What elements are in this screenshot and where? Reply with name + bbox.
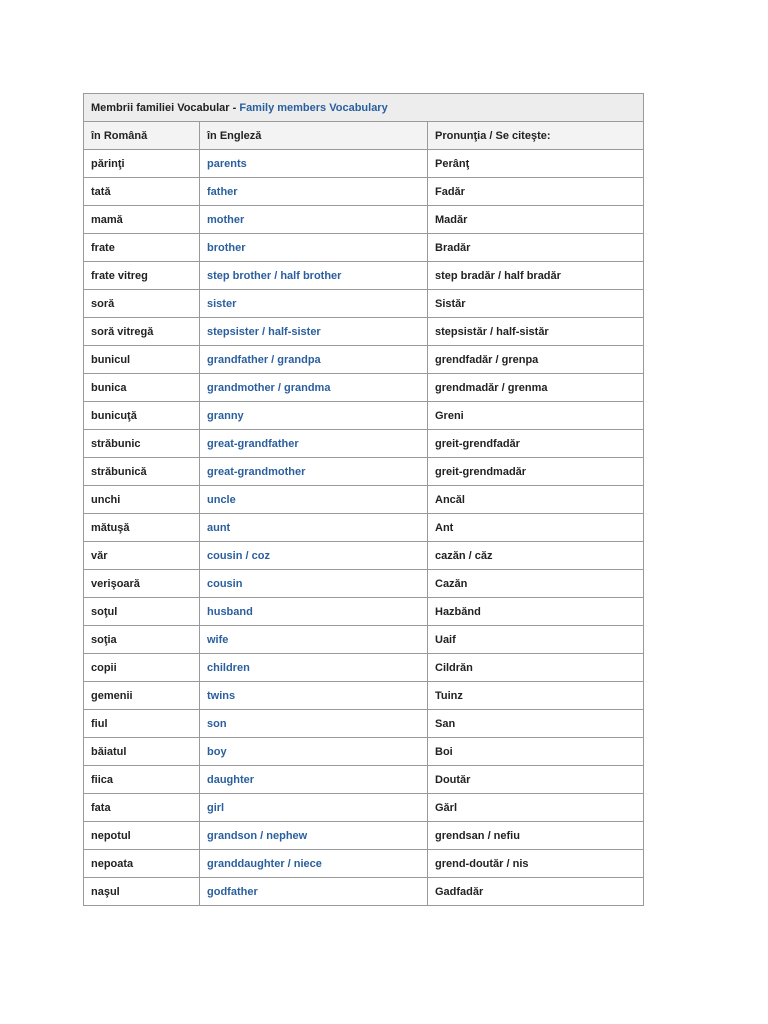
cell-english: girl — [200, 794, 428, 822]
cell-english: aunt — [200, 514, 428, 542]
cell-english: granddaughter / niece — [200, 850, 428, 878]
cell-romanian: văr — [84, 542, 200, 570]
table-title — [84, 94, 644, 122]
cell-romanian: fata — [84, 794, 200, 822]
table-row — [84, 262, 644, 290]
cell-english: son — [200, 710, 428, 738]
cell-romanian: străbunică — [84, 458, 200, 486]
cell-romanian: verişoară — [84, 570, 200, 598]
cell-english: cousin — [200, 570, 428, 598]
cell-romanian: unchi — [84, 486, 200, 514]
cell-romanian: nepoata — [84, 850, 200, 878]
cell-pronunciation: Madăr — [428, 206, 644, 234]
table-row — [84, 682, 644, 710]
cell-pronunciation: Doutăr — [428, 766, 644, 794]
cell-pronunciation: Ancăl — [428, 486, 644, 514]
cell-english: brother — [200, 234, 428, 262]
cell-romanian: străbunic — [84, 430, 200, 458]
cell-romanian: naşul — [84, 878, 200, 906]
cell-romanian: mamă — [84, 206, 200, 234]
table-row — [84, 822, 644, 850]
cell-pronunciation: San — [428, 710, 644, 738]
cell-english: godfather — [200, 878, 428, 906]
cell-english: father — [200, 178, 428, 206]
cell-pronunciation: greit-grendfadăr — [428, 430, 644, 458]
table-row — [84, 318, 644, 346]
table-row — [84, 794, 644, 822]
cell-english: husband — [200, 598, 428, 626]
cell-romanian: bunica — [84, 374, 200, 402]
table-row — [84, 850, 644, 878]
table-row — [84, 290, 644, 318]
cell-romanian: fiul — [84, 710, 200, 738]
cell-pronunciation: grend-doutăr / nis — [428, 850, 644, 878]
cell-romanian: soţia — [84, 626, 200, 654]
cell-pronunciation: Cildrăn — [428, 654, 644, 682]
cell-english: grandson / nephew — [200, 822, 428, 850]
table-row — [84, 178, 644, 206]
cell-romanian: tată — [84, 178, 200, 206]
vocabulary-table — [83, 93, 644, 906]
cell-romanian: băiatul — [84, 738, 200, 766]
cell-english: step brother / half brother — [200, 262, 428, 290]
cell-romanian: părinţi — [84, 150, 200, 178]
table-row — [84, 710, 644, 738]
cell-romanian: gemenii — [84, 682, 200, 710]
cell-pronunciation: Boi — [428, 738, 644, 766]
table-row — [84, 598, 644, 626]
table-header-row — [84, 122, 644, 150]
cell-romanian: soră — [84, 290, 200, 318]
cell-pronunciation: Ant — [428, 514, 644, 542]
header-english: în Engleză — [200, 122, 428, 150]
cell-pronunciation: Gărl — [428, 794, 644, 822]
cell-pronunciation: Fadăr — [428, 178, 644, 206]
table-row — [84, 738, 644, 766]
cell-pronunciation: Bradăr — [428, 234, 644, 262]
cell-romanian: soţul — [84, 598, 200, 626]
cell-pronunciation: grendsan / nefiu — [428, 822, 644, 850]
cell-pronunciation: Perânţ — [428, 150, 644, 178]
cell-pronunciation: Sistăr — [428, 290, 644, 318]
cell-pronunciation: Uaif — [428, 626, 644, 654]
cell-pronunciation: Hazbănd — [428, 598, 644, 626]
cell-english: twins — [200, 682, 428, 710]
cell-english: daughter — [200, 766, 428, 794]
table-row — [84, 570, 644, 598]
table-title-row — [84, 94, 644, 122]
cell-pronunciation: Cazăn — [428, 570, 644, 598]
table-row — [84, 234, 644, 262]
table-row — [84, 206, 644, 234]
header-romanian: în Română — [84, 122, 200, 150]
table-row — [84, 486, 644, 514]
cell-pronunciation: Gadfadăr — [428, 878, 644, 906]
cell-romanian: frate vitreg — [84, 262, 200, 290]
cell-romanian: fiica — [84, 766, 200, 794]
cell-pronunciation: step bradăr / half bradăr — [428, 262, 644, 290]
cell-romanian: nepotul — [84, 822, 200, 850]
cell-english: wife — [200, 626, 428, 654]
cell-romanian: bunicuţă — [84, 402, 200, 430]
header-pronunciation: Pronunţia / Se citeşte: — [428, 122, 644, 150]
table-row — [84, 654, 644, 682]
cell-romanian: frate — [84, 234, 200, 262]
table-row — [84, 766, 644, 794]
table-row — [84, 346, 644, 374]
table-row — [84, 514, 644, 542]
cell-pronunciation: grendmadăr / grenma — [428, 374, 644, 402]
table-row — [84, 402, 644, 430]
cell-english: stepsister / half-sister — [200, 318, 428, 346]
table-row — [84, 374, 644, 402]
table-row — [84, 150, 644, 178]
cell-english: great-grandfather — [200, 430, 428, 458]
table-row — [84, 542, 644, 570]
cell-english: mother — [200, 206, 428, 234]
cell-pronunciation: grendfadăr / grenpa — [428, 346, 644, 374]
cell-english: grandfather / grandpa — [200, 346, 428, 374]
cell-english: uncle — [200, 486, 428, 514]
cell-pronunciation: cazăn / căz — [428, 542, 644, 570]
cell-english: cousin / coz — [200, 542, 428, 570]
cell-romanian: copii — [84, 654, 200, 682]
cell-english: granny — [200, 402, 428, 430]
table-row — [84, 878, 644, 906]
cell-english: grandmother / grandma — [200, 374, 428, 402]
cell-english: great-grandmother — [200, 458, 428, 486]
cell-english: parents — [200, 150, 428, 178]
title-romanian: Membrii familiei Vocabular - — [91, 101, 240, 114]
table-row — [84, 458, 644, 486]
cell-english: sister — [200, 290, 428, 318]
table-row — [84, 626, 644, 654]
title-english: Family members Vocabulary — [239, 101, 388, 114]
cell-pronunciation: greit-grendmadăr — [428, 458, 644, 486]
cell-english: boy — [200, 738, 428, 766]
cell-pronunciation: Greni — [428, 402, 644, 430]
table-row — [84, 430, 644, 458]
cell-romanian: soră vitregă — [84, 318, 200, 346]
cell-romanian: mătuşă — [84, 514, 200, 542]
cell-romanian: bunicul — [84, 346, 200, 374]
cell-pronunciation: stepsistăr / half-sistăr — [428, 318, 644, 346]
cell-pronunciation: Tuinz — [428, 682, 644, 710]
cell-english: children — [200, 654, 428, 682]
